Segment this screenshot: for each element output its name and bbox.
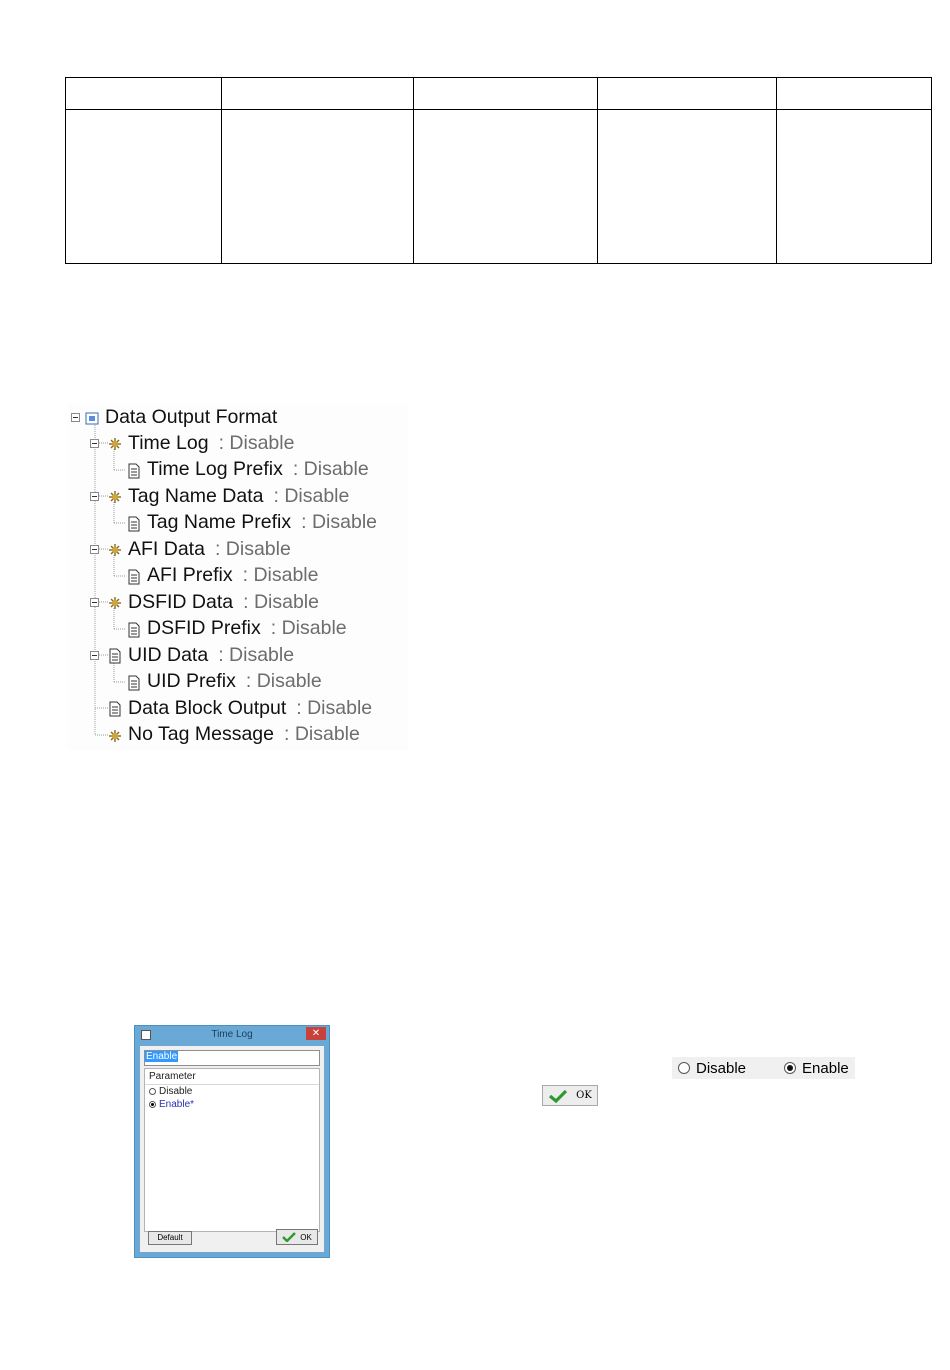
table-cell xyxy=(66,110,222,264)
tree-item[interactable] xyxy=(108,536,291,562)
default-button[interactable]: Default xyxy=(148,1231,192,1245)
settings-tree xyxy=(68,403,408,750)
table-cell xyxy=(777,110,932,264)
table-cell xyxy=(414,110,598,264)
tree-item-label: Tag Name Data xyxy=(128,484,264,507)
tree-item-label: Tag Name Prefix xyxy=(147,511,292,533)
tree-item-value: : Disable xyxy=(242,564,319,586)
value-field-text: Enable xyxy=(146,1051,178,1062)
tree-item-label: Time Log Prefix xyxy=(147,458,283,480)
radio-selected-icon xyxy=(149,1101,156,1108)
document-icon xyxy=(127,515,141,531)
tree-item[interactable] xyxy=(127,563,318,589)
gear-icon xyxy=(108,435,122,451)
time-log-dialog xyxy=(134,1025,330,1258)
table-header-cell xyxy=(222,78,414,110)
value-field[interactable] xyxy=(144,1050,320,1066)
tree-item-value: : Disable xyxy=(296,696,373,719)
document-icon xyxy=(127,462,141,478)
ok-label: OK xyxy=(300,1232,312,1242)
tree-item[interactable] xyxy=(108,430,294,456)
tree-item-value: : Disable xyxy=(218,643,295,666)
radio-icon xyxy=(678,1062,690,1074)
ok-label: OK xyxy=(576,1090,592,1101)
tree-item-label: UID Prefix xyxy=(147,670,236,692)
parameter-list xyxy=(144,1068,320,1232)
document-icon xyxy=(108,647,122,663)
gear-icon xyxy=(108,727,122,743)
tree-item-label: AFI Data xyxy=(128,537,205,560)
ok-button[interactable] xyxy=(542,1085,598,1106)
tree-item-value: : Disable xyxy=(283,723,360,745)
disable-enable-radio-group xyxy=(672,1057,855,1079)
radio-label: Enable xyxy=(802,1059,849,1077)
option-label: Disable xyxy=(159,1086,193,1097)
tree-item-label: DSFID Data xyxy=(128,590,234,613)
gear-icon xyxy=(108,541,122,557)
document-icon xyxy=(108,700,122,716)
tree-item[interactable] xyxy=(127,510,377,536)
document-icon xyxy=(127,674,141,690)
empty-table xyxy=(65,77,932,264)
gear-icon xyxy=(108,594,122,610)
collapse-icon[interactable] xyxy=(90,439,99,448)
tree-item-value: : Disable xyxy=(218,431,295,454)
tree-item[interactable] xyxy=(108,483,349,509)
tree-item[interactable] xyxy=(127,616,347,642)
document-icon xyxy=(127,621,141,637)
dialog-titlebar xyxy=(135,1026,329,1044)
radio-icon xyxy=(149,1088,156,1095)
document-icon xyxy=(127,568,141,584)
collapse-icon[interactable] xyxy=(90,651,99,660)
collapse-icon[interactable] xyxy=(71,413,80,422)
table-header-cell xyxy=(598,78,777,110)
checkmark-icon xyxy=(282,1232,296,1242)
collapse-icon[interactable] xyxy=(90,598,99,607)
tree-item-value: : Disable xyxy=(273,484,350,507)
radio-label: Disable xyxy=(696,1059,747,1077)
tree-item[interactable] xyxy=(108,589,319,615)
option-label: Enable* xyxy=(159,1099,195,1110)
option-enable[interactable] xyxy=(145,1098,319,1111)
tree-item-value: : Disable xyxy=(292,458,369,480)
tree-item[interactable] xyxy=(108,642,294,668)
table-header-cell xyxy=(66,78,222,110)
checkmark-icon xyxy=(548,1089,568,1103)
tree-item[interactable] xyxy=(127,669,322,695)
dialog-ok-button[interactable] xyxy=(276,1229,318,1245)
tree-item-value: : Disable xyxy=(214,537,291,560)
close-icon[interactable]: ✕ xyxy=(306,1027,326,1040)
tree-item-label: Time Log xyxy=(128,431,209,454)
option-disable[interactable] xyxy=(145,1085,319,1098)
collapse-icon[interactable] xyxy=(90,545,99,554)
folder-icon xyxy=(85,409,99,425)
tree-item-value: : Disable xyxy=(270,617,347,639)
tree-item-value: : Disable xyxy=(243,590,319,613)
radio-selected-icon xyxy=(784,1062,796,1074)
radio-disable[interactable] xyxy=(678,1060,746,1077)
radio-enable[interactable] xyxy=(784,1060,849,1077)
tree-item[interactable] xyxy=(127,457,369,483)
gear-icon xyxy=(108,488,122,504)
tree-root-label: Data Output Format xyxy=(105,405,278,428)
collapse-icon[interactable] xyxy=(90,492,99,501)
tree-item-label: UID Data xyxy=(128,643,209,666)
tree-item-value: : Disable xyxy=(301,511,378,533)
tree-item-value: : Disable xyxy=(245,670,322,692)
table-header-cell xyxy=(777,78,932,110)
tree-item-label: AFI Prefix xyxy=(147,564,233,586)
tree-item-label: DSFID Prefix xyxy=(147,617,261,639)
tree-root[interactable] xyxy=(85,404,277,430)
parameter-header: Parameter xyxy=(145,1069,319,1085)
dialog-body xyxy=(140,1046,324,1252)
table-cell xyxy=(598,110,777,264)
dialog-title: Time Log xyxy=(211,1029,253,1040)
tree-item-label: Data Block Output xyxy=(128,696,287,719)
table-header-cell xyxy=(414,78,598,110)
tree-item-label: No Tag Message xyxy=(128,723,274,745)
tree-item[interactable] xyxy=(108,722,360,748)
table-cell xyxy=(222,110,414,264)
tree-item[interactable] xyxy=(108,695,372,721)
